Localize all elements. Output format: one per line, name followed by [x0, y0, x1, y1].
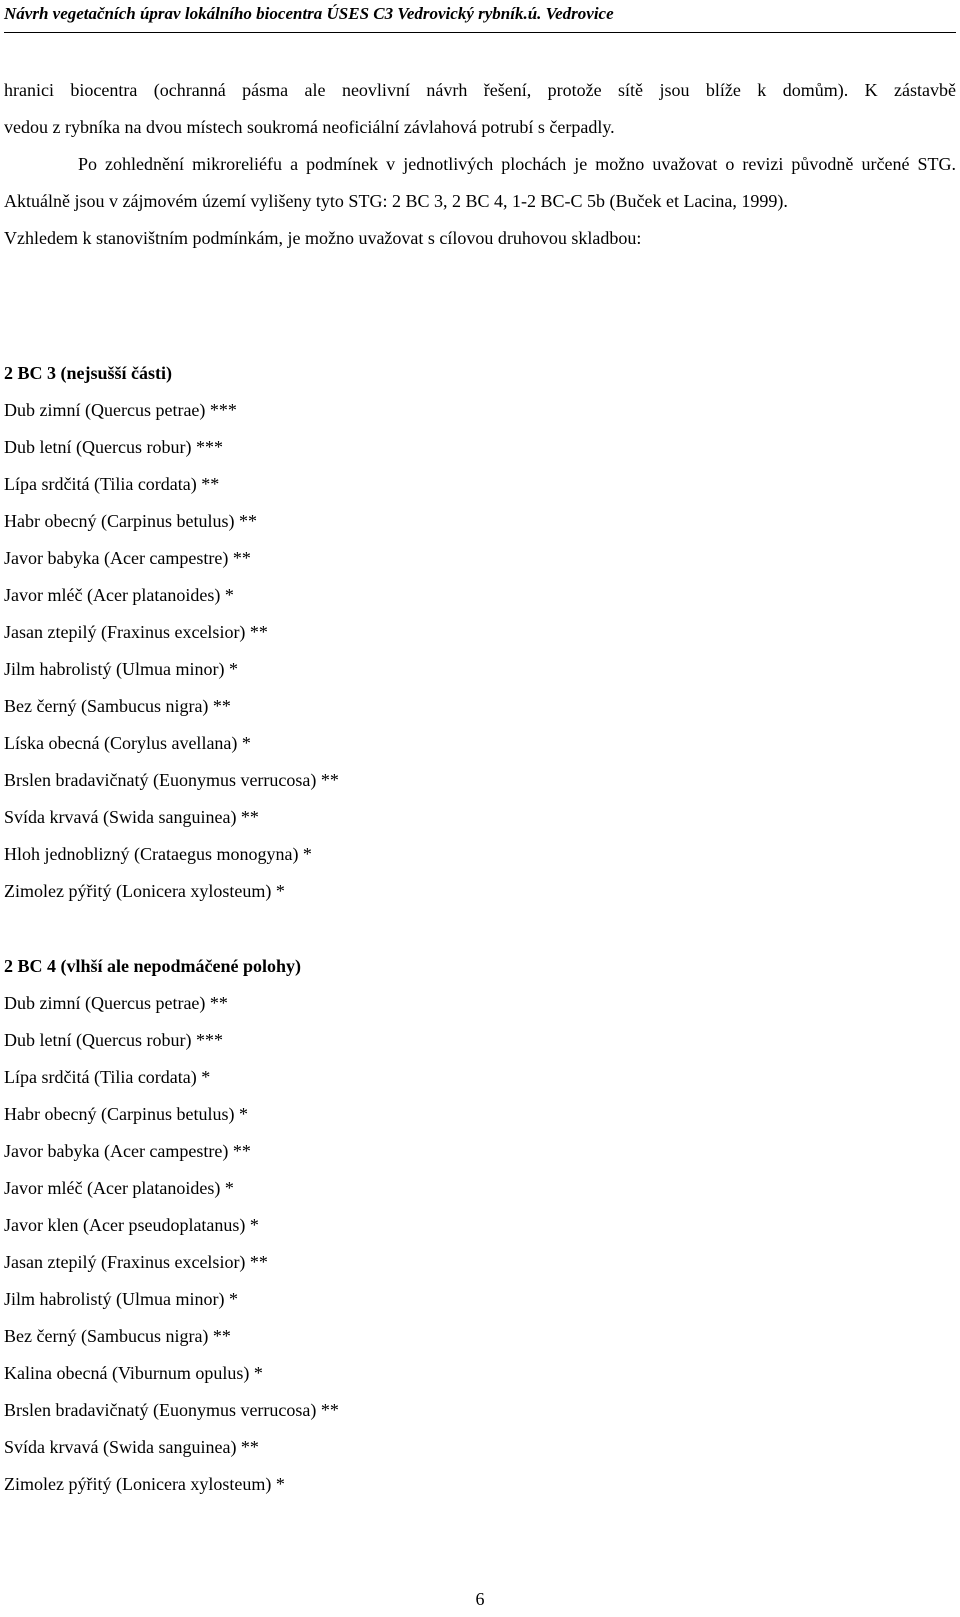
list-item: Javor babyka (Acer campestre) ** [4, 1141, 251, 1161]
list-item: Bez černý (Sambucus nigra) ** [4, 1326, 231, 1346]
list-item: Kalina obecná (Viburnum opulus) * [4, 1363, 263, 1383]
paragraph-line-2: vedou z rybníka na dvou místech soukromá neoficiální závlahová potrubí s čerpadly. [4, 117, 615, 137]
list-item: Habr obecný (Carpinus betulus) * [4, 1104, 248, 1124]
list-item: Dub letní (Quercus robur) *** [4, 437, 223, 457]
list-item: Javor mléč (Acer platanoides) * [4, 1178, 234, 1198]
list-item: Dub zimní (Quercus petrae) ** [4, 993, 228, 1013]
list-item: Javor klen (Acer pseudoplatanus) * [4, 1215, 259, 1235]
paragraph-line-1: hranici biocentra (ochranná pásma ale neovlivní návrh řešení, protože sítě jsou blíže k domům). K zástavbě [4, 80, 956, 100]
list-item: Brslen bradavičnatý (Euonymus verrucosa) ** [4, 770, 339, 790]
list-item: Jasan ztepilý (Fraxinus excelsior) ** [4, 622, 268, 642]
species-list [4, 985, 956, 1503]
list-item: Lípa srdčitá (Tilia cordata) * [4, 1067, 211, 1087]
section-2bc3 [4, 355, 956, 910]
list-item: Svída krvavá (Swida sanguinea) ** [4, 1437, 259, 1457]
species-list [4, 392, 956, 910]
document-body [4, 72, 956, 257]
list-item: Jasan ztepilý (Fraxinus excelsior) ** [4, 1252, 268, 1272]
section-title: 2 BC 3 (nejsušší části) [4, 363, 173, 383]
list-item: Zimolez pýřitý (Lonicera xylosteum) * [4, 881, 285, 901]
list-item: Dub letní (Quercus robur) *** [4, 1030, 223, 1050]
page-number: 6 [475, 1589, 485, 1609]
list-item: Svída krvavá (Swida sanguinea) ** [4, 807, 259, 827]
list-item: Brslen bradavičnatý (Euonymus verrucosa) ** [4, 1400, 339, 1420]
list-item: Zimolez pýřitý (Lonicera xylosteum) * [4, 1474, 285, 1494]
list-item: Lípa srdčitá (Tilia cordata) ** [4, 474, 220, 494]
list-item: Líska obecná (Corylus avellana) * [4, 733, 251, 753]
running-header: Návrh vegetačních úprav lokálního biocentra ÚSES C3 Vedrovický rybník.ú. Vedrovice [4, 2, 956, 33]
list-item: Hloh jednoblizný (Crataegus monogyna) * [4, 844, 312, 864]
list-item: Habr obecný (Carpinus betulus) ** [4, 511, 257, 531]
section-title: 2 BC 4 (vlhší ale nepodmáčené polohy) [4, 956, 302, 976]
section-2bc4 [4, 948, 956, 1503]
list-item: Dub zimní (Quercus petrae) *** [4, 400, 237, 420]
paragraph-stg: Po zohlednění mikroreliéfu a podmínek v jednotlivých plochách je možno uvažovat o revizi původně určené STG. Aktuálně jsou v zájmovém území vylišeny tyto STG: 2 BC 3, 2 BC 4, 1-2 BC-C 5b (Buček et Lacina, 1999). [4, 154, 956, 211]
list-item: Jilm habrolistý (Ulmua minor) * [4, 1289, 238, 1309]
list-item: Jilm habrolistý (Ulmua minor) * [4, 659, 238, 679]
list-item: Javor mléč (Acer platanoides) * [4, 585, 234, 605]
list-item: Bez černý (Sambucus nigra) ** [4, 696, 231, 716]
paragraph-intro-species: Vzhledem k stanovištním podmínkám, je možno uvažovat s cílovou druhovou skladbou: [4, 228, 642, 248]
list-item: Javor babyka (Acer campestre) ** [4, 548, 251, 568]
